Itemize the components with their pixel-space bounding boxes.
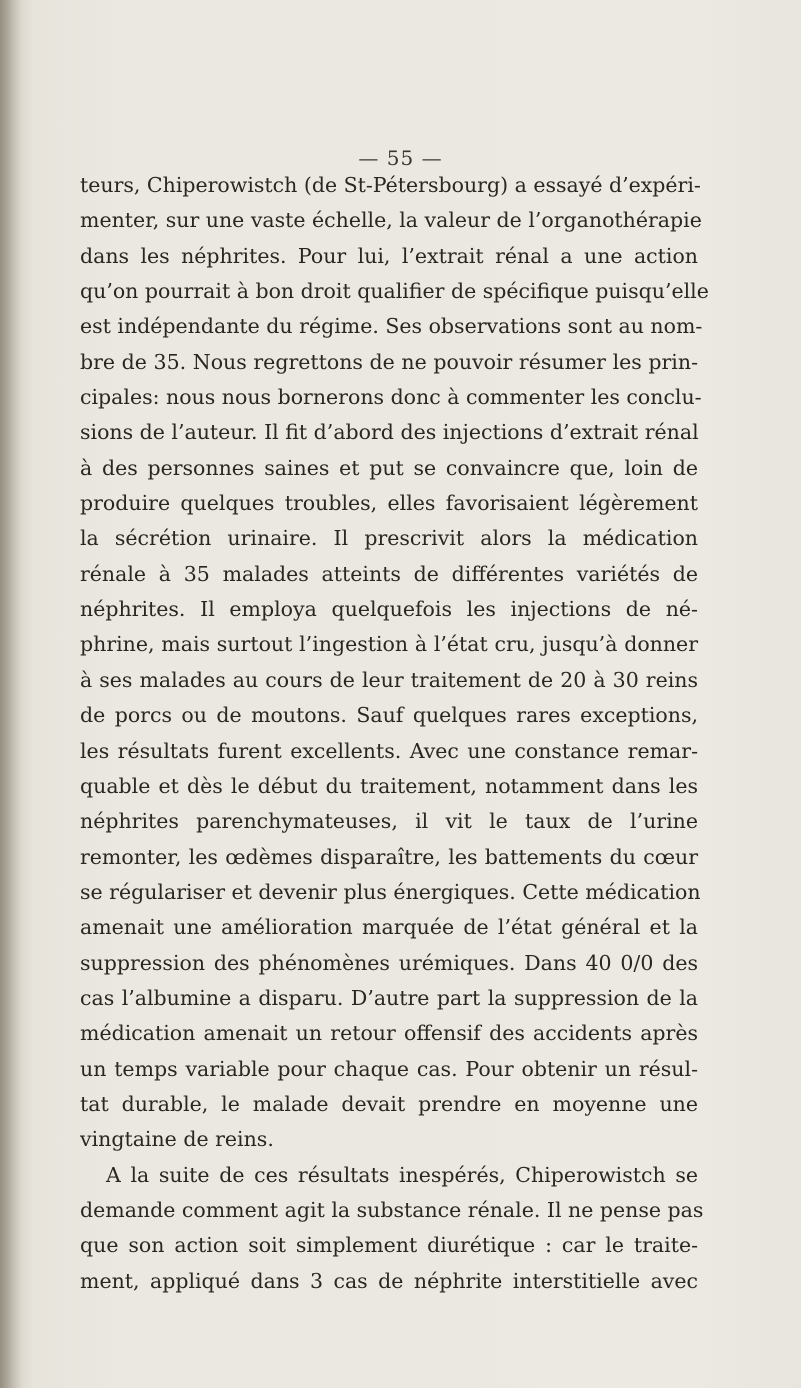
text-line: cipales: nous nous bornerons donc à commenter les conclu- [80,385,702,410]
text-line: la sécrétion urinaire. Il prescrivit alors la médication [80,526,698,551]
text-line: que son action soit simplement diurétique : car le traite- [80,1233,698,1258]
text-line: de porcs ou de moutons. Sauf quelques rares exceptions, [80,703,698,728]
paragraph-end-line: vingtaine de reins. [80,1127,274,1152]
text-line: est indépendante du régime. Ses observations sont au nom- [80,314,703,339]
text-line: teurs, Chiperowistch (de St-Pétersbourg) a essayé d’expéri- [80,173,701,197]
text-line: produire quelques troubles, elles favorisaient légèrement [80,491,698,516]
text-line: qu’on pourrait à bon droit qualifier de spécifique puisqu’elle [80,279,709,304]
text-line: les résultats furent excellents. Avec une constance remar- [80,738,698,763]
text-line: tat durable, le malade devait prendre en moyenne une [80,1091,698,1116]
text-line: suppression des phénomènes urémiques. Dans 40 0/0 des [80,950,698,975]
text-line: cas l’albumine a disparu. D’autre part la suppression de la [80,985,698,1010]
text-line: néphrites parenchymateuses, il vit le taux de l’urine [80,809,698,834]
text-line: dans les néphrites. Pour lui, l’extrait rénal a une action [80,243,698,268]
text-line: remonter, les œdèmes disparaître, les battements du cœur [80,844,698,869]
page-number: — 55 — [358,146,443,170]
text-line: menter, sur une vaste échelle, la valeur de l’organothérapie [80,208,702,233]
text-line: un temps variable pour chaque cas. Pour obtenir un résul- [80,1056,698,1081]
text-line: phrine, mais surtout l’ingestion à l’état cru, jusqu’à donner [80,632,698,657]
text-line: quable et dès le début du traitement, notamment dans les [80,773,698,798]
text-line: néphrites. Il employa quelquefois les injections de né- [80,597,698,622]
text-line: bre de 35. Nous regrettons de ne pouvoir résumer les prin- [80,349,698,374]
body-text [80,168,709,1299]
text-line: demande comment agit la substance rénale. Il ne pense pas [80,1197,704,1222]
text-line: se régulariser et devenir plus énergiques. Cette médication [80,879,701,904]
text-line: médication amenait un retour offensif des accidents après [80,1021,698,1046]
binding-shadow [0,0,22,1388]
text-line: à des personnes saines et put se convaincre que, loin de [80,455,698,480]
paragraph-start-line: A la suite de ces résultats inespérés, Chiperowistch se [106,1162,698,1187]
text-line: rénale à 35 malades atteints de différentes variétés de [80,561,698,586]
text-line: à ses malades au cours de leur traitement de 20 à 30 reins [80,667,698,692]
text-line: sions de l’auteur. Il fit d’abord des injections d’extrait rénal [80,420,699,445]
text-line: ment, appliqué dans 3 cas de néphrite interstitielle avec [80,1268,698,1293]
text-line: amenait une amélioration marquée de l’état général et la [80,915,698,940]
